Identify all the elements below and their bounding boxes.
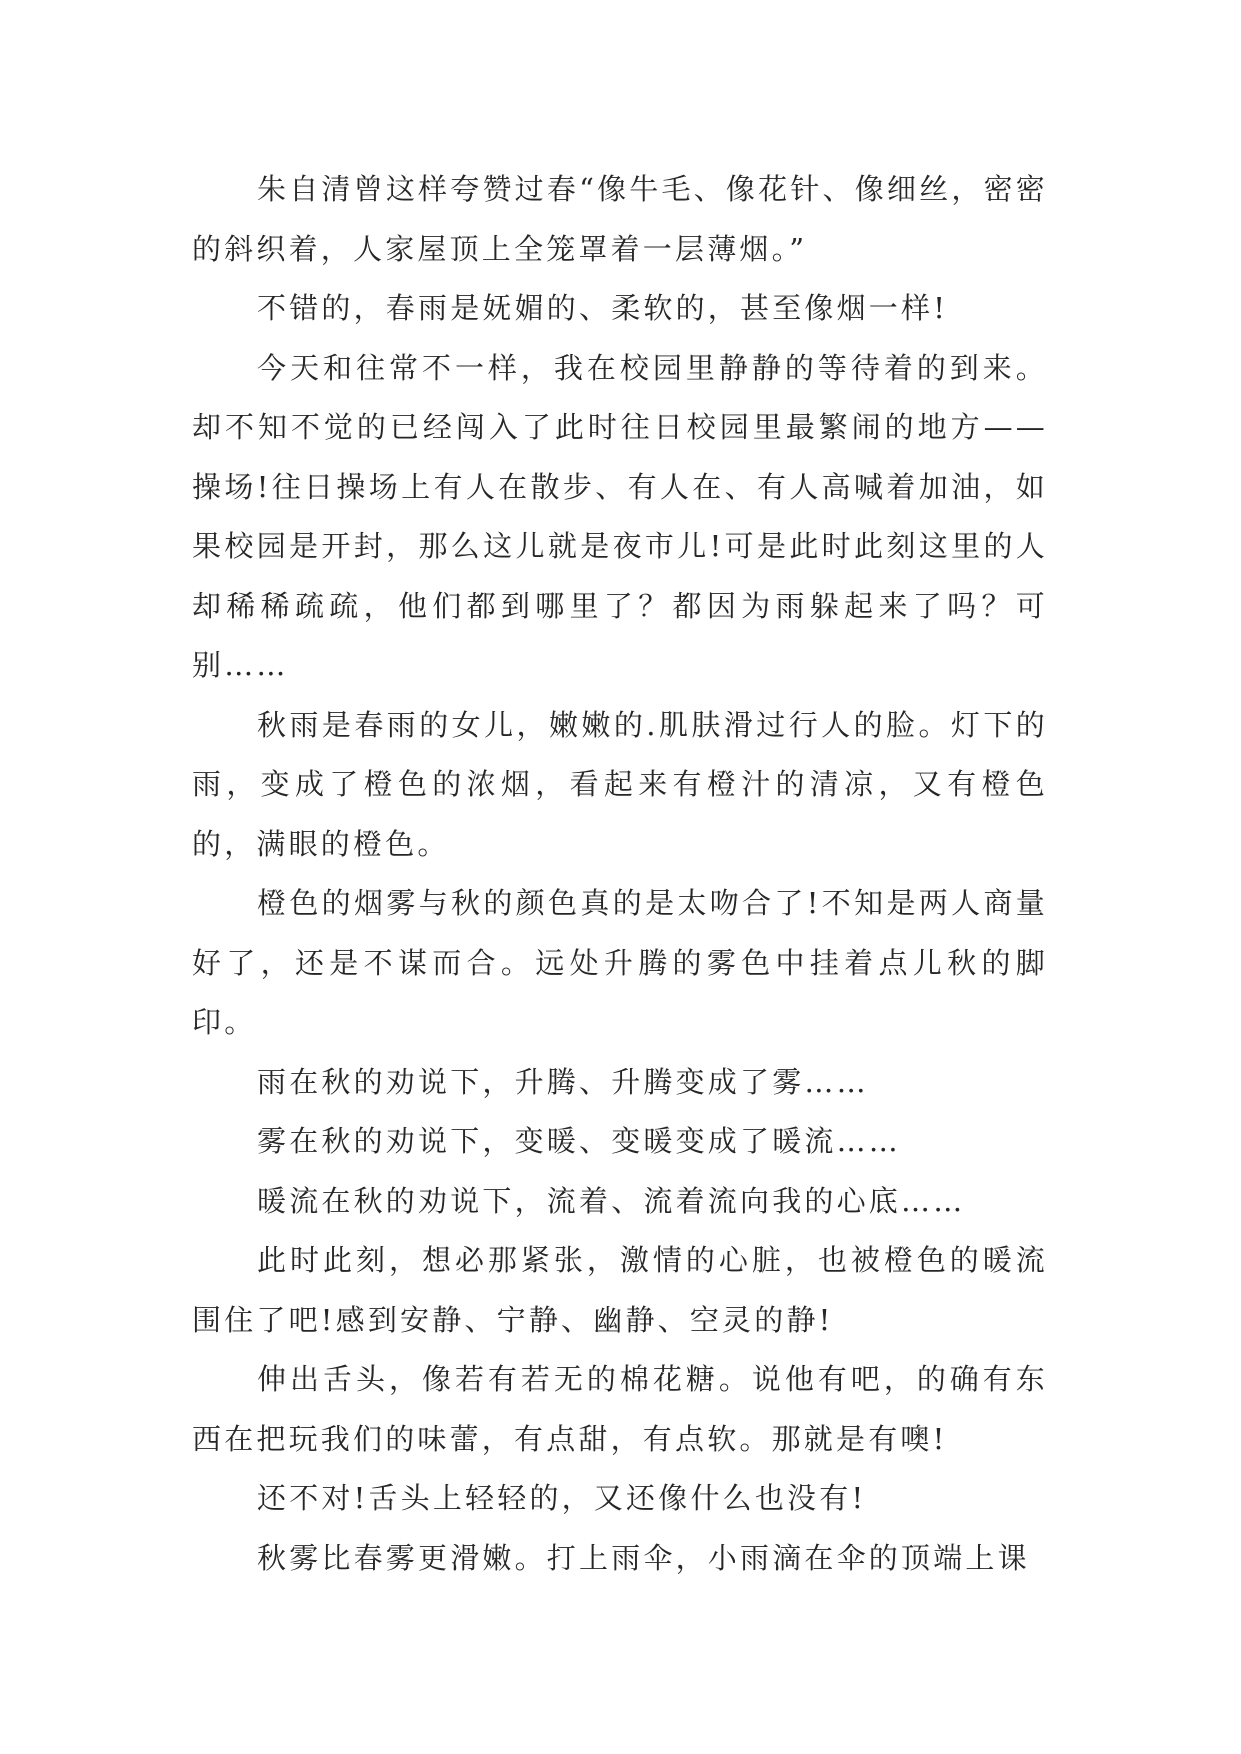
article-body — [192, 160, 1048, 1588]
paragraph: 朱自清曾这样夸赞过春“像牛毛、像花针、像细丝，密密的斜织着，人家屋顶上全笼罩着一层薄烟。” — [192, 172, 1048, 266]
paragraph: 不错的，春雨是妩媚的、柔软的，甚至像烟一样! — [257, 291, 949, 325]
paragraph: 还不对!舌头上轻轻的，又还像什么也没有! — [257, 1481, 867, 1515]
paragraph: 雨在秋的劝说下，升腾、升腾变成了雾…… — [257, 1064, 869, 1099]
paragraph: 暖流在秋的劝说下，流着、流着流向我的心底…… — [257, 1183, 966, 1218]
paragraph: 今天和往常不一样，我在校园里静静的等待着的到来。却不知不觉的已经闯入了此时往日校园里最繁闹的地方——操场!往日操场上有人在散步、有人在、有人高喊着加油，如果校园是开封，那么这儿就是夜市儿!可是此时此刻这里的人却稀稀疏疏，他们都到哪里了？都因为雨躲起来了吗？可别…… — [192, 350, 1048, 682]
paragraph: 此时此刻，想必那紧张，激情的心脏，也被橙色的暖流围住了吧!感到安静、宁静、幽静、空灵的静! — [192, 1243, 1048, 1337]
paragraph: 雾在秋的劝说下，变暖、变暖变成了暖流…… — [257, 1124, 902, 1158]
paragraph: 秋雨是春雨的女儿，嫩嫩的.肌肤滑过行人的脸。灯下的雨，变成了橙色的浓烟，看起来有橙汁的清凉，又有橙色的，满眼的橙色。 — [192, 707, 1048, 861]
paragraph: 橙色的烟雾与秋的颜色真的是太吻合了!不知是两人商量好了，还是不谋而合。远处升腾的雾色中挂着点儿秋的脚印。 — [192, 886, 1048, 1039]
paragraph: 秋雾比春雾更滑嫩。打上雨伞，小雨滴在伞的顶端上课 — [257, 1540, 1030, 1575]
paragraph: 伸出舌头，像若有若无的棉花糖。说他有吧，的确有东西在把玩我们的味蕾，有点甜，有点软。那就是有噢! — [192, 1362, 1048, 1456]
